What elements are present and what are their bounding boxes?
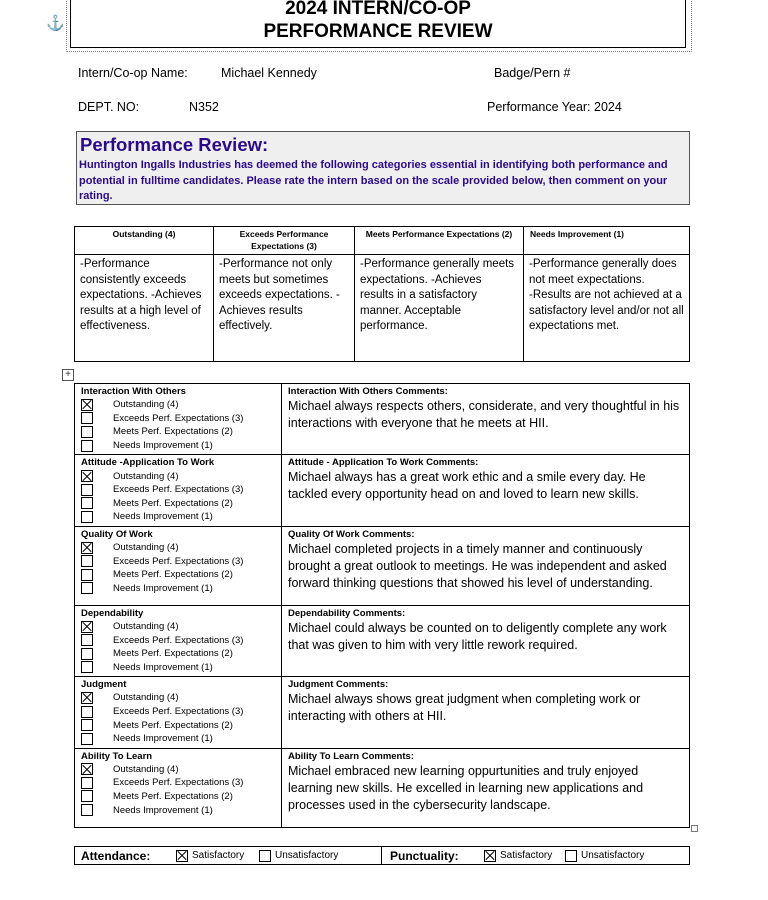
- rating-option[interactable]: [81, 705, 281, 719]
- attendance-satisfactory-checkbox[interactable]: [176, 850, 188, 862]
- rating-options-cell: [75, 605, 282, 676]
- rating-option-label: Outstanding (4): [113, 399, 179, 411]
- comment-cell[interactable]: [282, 526, 690, 605]
- punctuality-unsatisfactory-option[interactable]: [565, 847, 644, 864]
- performance-review-description: Huntington Ingalls Industries has deemed the following categories essential in identifying both performance and potential in fulltime candidates. Please rate the intern based on the scale provided below, then comment on your rating.: [79, 159, 668, 202]
- rating-option-label: Needs Improvement (1): [113, 511, 213, 523]
- rating-option-label: Outstanding (4): [113, 542, 179, 554]
- rating-row: [75, 384, 690, 455]
- rating-checkbox[interactable]: [81, 621, 93, 633]
- rating-options-cell: [75, 455, 282, 526]
- rating-checkbox[interactable]: [81, 484, 93, 496]
- rating-option-label: Needs Improvement (1): [113, 661, 213, 673]
- rating-option-label: Exceeds Perf. Expectations (3): [113, 555, 244, 567]
- comment-cell[interactable]: [282, 384, 690, 455]
- attendance-unsatisfactory-label: Unsatisfactory: [275, 850, 339, 861]
- rating-checkbox[interactable]: [81, 804, 93, 816]
- rating-option[interactable]: [81, 425, 281, 439]
- rating-option-label: Needs Improvement (1): [113, 733, 213, 745]
- rating-option[interactable]: [81, 510, 281, 524]
- rating-option[interactable]: [81, 582, 281, 596]
- comment-text[interactable]: Michael could always be counted on to deligently complete any work that was given to him with very little rework required.: [288, 620, 667, 652]
- scale-description: -Performance generally meets expectations. -Achieves results in a satisfactory manner. Acceptable performance.: [355, 255, 524, 362]
- rating-checkbox[interactable]: [81, 412, 93, 424]
- table-resize-handle-icon[interactable]: [691, 825, 698, 832]
- rating-checkbox[interactable]: [81, 582, 93, 594]
- rating-option[interactable]: [81, 398, 281, 412]
- punctuality-satisfactory-option[interactable]: [484, 847, 552, 864]
- rating-option[interactable]: [81, 776, 281, 790]
- rating-option-label: Outstanding (4): [113, 763, 179, 775]
- rating-checkbox[interactable]: [81, 440, 93, 452]
- comment-text[interactable]: Michael always shows great judgment when completing work or interacting with others at HII.: [288, 692, 641, 724]
- rating-option[interactable]: [81, 497, 281, 511]
- rating-option[interactable]: [81, 763, 281, 777]
- punctuality-satisfactory-label: Satisfactory: [500, 850, 553, 861]
- rating-checkbox[interactable]: [81, 648, 93, 660]
- rating-option-label: Meets Perf. Expectations (2): [113, 719, 233, 731]
- rating-row: [75, 455, 690, 526]
- rating-option-label: Exceeds Perf. Expectations (3): [113, 484, 244, 496]
- rating-checkbox[interactable]: [81, 661, 93, 673]
- rating-option[interactable]: [81, 691, 281, 705]
- comment-title: Quality Of Work Comments:: [288, 528, 415, 540]
- comment-title: Dependability Comments:: [288, 607, 406, 619]
- rating-checkbox[interactable]: [81, 470, 93, 482]
- rating-option-label: Outstanding (4): [113, 621, 179, 633]
- rating-option[interactable]: [81, 790, 281, 804]
- comment-cell[interactable]: [282, 748, 690, 827]
- rating-checkbox[interactable]: [81, 692, 93, 704]
- rating-option-label: Exceeds Perf. Expectations (3): [113, 634, 244, 646]
- rating-checkbox[interactable]: [81, 497, 93, 509]
- name-label: Intern/Co-op Name:: [78, 66, 188, 80]
- rating-checkbox[interactable]: [81, 555, 93, 567]
- attendance-punctuality-bar: [74, 846, 690, 865]
- rating-option-label: Meets Perf. Expectations (2): [113, 648, 233, 660]
- comment-cell[interactable]: [282, 455, 690, 526]
- rating-option[interactable]: [81, 732, 281, 746]
- attendance-label: Attendance:: [81, 848, 151, 863]
- rating-option-label: Needs Improvement (1): [113, 582, 213, 594]
- table-move-handle-icon[interactable]: +: [62, 369, 74, 381]
- rating-checkbox[interactable]: [81, 634, 93, 646]
- dept-value[interactable]: N352: [189, 100, 219, 114]
- rating-checkbox[interactable]: [81, 706, 93, 718]
- attendance-satisfactory-label: Satisfactory: [192, 850, 245, 861]
- scale-header: Exceeds Performance Expectations (3): [214, 227, 355, 255]
- comment-text[interactable]: Michael embraced new learning oppurtunities and truly enjoyed learning new skills. He excelled in learning new applications and processes used in the cybersecurity landscape.: [288, 763, 644, 812]
- attendance-unsatisfactory-option[interactable]: [259, 847, 338, 864]
- rating-row: [75, 526, 690, 605]
- rating-option[interactable]: [81, 541, 281, 555]
- rating-option-label: Meets Perf. Expectations (2): [113, 497, 233, 509]
- comment-text[interactable]: Michael always respects others, considerate, and very thoughtful in his interactions with everyone that he meets at HII.: [288, 399, 680, 430]
- category-title: Quality Of Work: [81, 528, 153, 540]
- rating-option-label: Meets Perf. Expectations (2): [113, 569, 233, 581]
- rating-option[interactable]: [81, 412, 281, 426]
- scale-header: Outstanding (4): [75, 227, 214, 255]
- rating-option-label: Exceeds Perf. Expectations (3): [113, 412, 244, 424]
- punctuality-unsatisfactory-checkbox[interactable]: [565, 850, 577, 862]
- rating-option[interactable]: [81, 661, 281, 675]
- rating-option[interactable]: [81, 568, 281, 582]
- punctuality-unsatisfactory-label: Unsatisfactory: [581, 850, 645, 861]
- anchor-icon: ⚓: [46, 15, 65, 32]
- comment-cell[interactable]: [282, 605, 690, 676]
- rating-row: [75, 605, 690, 676]
- title-line-2: PERFORMANCE REVIEW: [263, 21, 493, 42]
- attendance-satisfactory-option[interactable]: [176, 847, 244, 864]
- rating-row: [75, 677, 690, 748]
- scale-header: Meets Performance Expectations (2): [355, 227, 524, 255]
- attendance-unsatisfactory-checkbox[interactable]: [259, 850, 271, 862]
- rating-option[interactable]: [81, 718, 281, 732]
- rating-option[interactable]: [81, 647, 281, 661]
- rating-row: [75, 748, 690, 827]
- comment-text[interactable]: Michael completed projects in a timely manner and continuously brought a great outlook to meetings. He was independent and asked forward thinking questions that showed his level of understanding.: [288, 541, 667, 590]
- rating-option[interactable]: [81, 439, 281, 453]
- rating-checkbox[interactable]: [81, 777, 93, 789]
- rating-option-label: Outstanding (4): [113, 470, 179, 482]
- rating-option[interactable]: [81, 633, 281, 647]
- rating-scale-table: [74, 226, 690, 362]
- comment-title: Judgment Comments:: [288, 679, 389, 691]
- rating-options-cell: [75, 526, 282, 605]
- rating-option[interactable]: [81, 483, 281, 497]
- rating-checkbox[interactable]: [81, 790, 93, 802]
- rating-checkbox[interactable]: [81, 763, 93, 775]
- rating-checkbox[interactable]: [81, 719, 93, 731]
- rating-checkbox[interactable]: [81, 733, 93, 745]
- comment-cell[interactable]: [282, 677, 690, 748]
- rating-option[interactable]: [81, 554, 281, 568]
- performance-review-title: Performance Review:: [80, 134, 269, 155]
- rating-option-label: Exceeds Perf. Expectations (3): [113, 777, 244, 789]
- rating-option-label: Meets Perf. Expectations (2): [113, 426, 233, 438]
- rating-options-cell: [75, 384, 282, 455]
- rating-checkbox[interactable]: [81, 399, 93, 411]
- rating-option[interactable]: [81, 469, 281, 483]
- punctuality-label: Punctuality:: [390, 848, 459, 863]
- badge-label: Badge/Pern #: [494, 66, 571, 80]
- rating-checkbox[interactable]: [81, 542, 93, 554]
- rating-option-label: Exceeds Perf. Expectations (3): [113, 706, 244, 718]
- rating-option[interactable]: [81, 803, 281, 817]
- scale-description: -Performance not only meets but sometimes exceeds expectations. -Achieves results effectively.: [214, 255, 355, 362]
- rating-checkbox[interactable]: [81, 511, 93, 523]
- category-title: Judgment: [81, 679, 127, 691]
- scale-description: -Performance consistently exceeds expectations. -Achieves results at a high level of effectiveness.: [75, 255, 214, 362]
- rating-option-label: Needs Improvement (1): [113, 804, 213, 816]
- category-title: Attitude -Application To Work: [81, 457, 215, 469]
- comment-title: Attitude - Application To Work Comments:: [288, 457, 479, 469]
- name-value[interactable]: Michael Kennedy: [221, 66, 317, 80]
- rating-option[interactable]: [81, 620, 281, 634]
- rating-table: [74, 383, 690, 828]
- rating-option-label: Needs Improvement (1): [113, 440, 213, 452]
- comment-title: Interaction With Others Comments:: [288, 386, 448, 397]
- category-title: Dependability: [81, 607, 144, 619]
- rating-options-cell: [75, 748, 282, 827]
- performance-year: Performance Year: 2024: [487, 100, 622, 114]
- title-box: [70, 0, 686, 48]
- rating-checkbox[interactable]: [81, 569, 93, 581]
- rating-option-label: Meets Perf. Expectations (2): [113, 790, 233, 802]
- divider: [381, 847, 382, 864]
- category-title: Interaction With Others: [81, 386, 186, 397]
- rating-option-label: Outstanding (4): [113, 692, 179, 704]
- scale-header: Needs Improvement (1): [524, 227, 690, 255]
- category-title: Ability To Learn: [81, 750, 153, 762]
- dept-label: DEPT. NO:: [78, 100, 140, 114]
- rating-options-cell: [75, 677, 282, 748]
- comment-text[interactable]: Michael always has a great work ethic and a smile every day. He tackled every opportunity head on and loved to learn new skills.: [288, 470, 646, 502]
- title-line-1: 2024 INTERN/CO-OP: [285, 0, 471, 19]
- scale-description: -Performance generally does not meet expectations. -Results are not achieved at a satisfactory level and/or not all expectations met.: [524, 255, 690, 362]
- performance-review-box: [76, 131, 690, 205]
- comment-title: Ability To Learn Comments:: [288, 750, 414, 762]
- rating-checkbox[interactable]: [81, 426, 93, 438]
- punctuality-satisfactory-checkbox[interactable]: [484, 850, 496, 862]
